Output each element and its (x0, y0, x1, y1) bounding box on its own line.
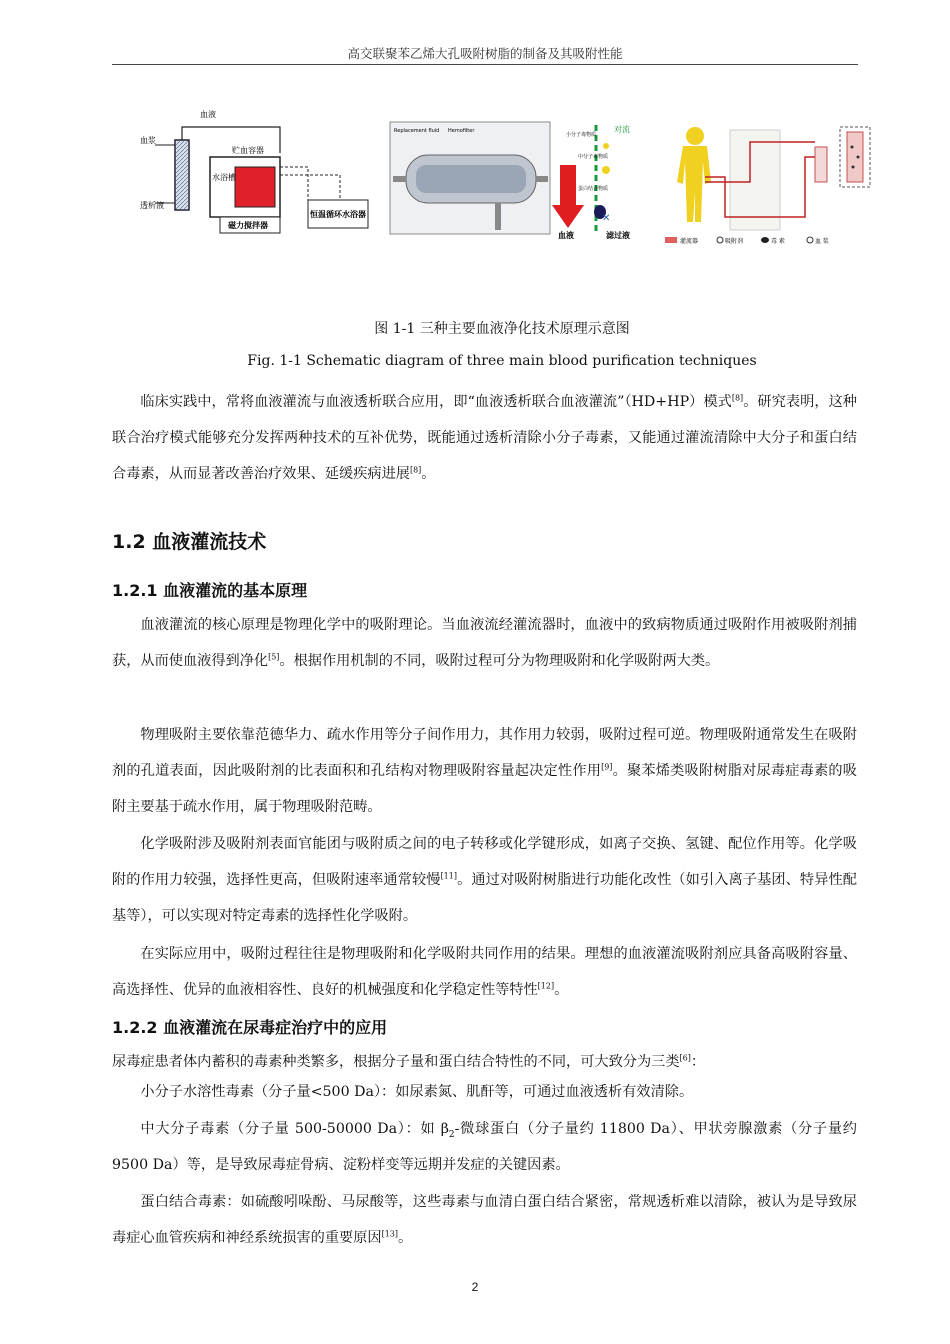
paragraph-chemical-adsorption: 化学吸附涉及吸附剂表面官能团与吸附质之间的电子转移或化学键形成，如离子交换、氢键、配位作用等。化学吸附的作用力较强，选择性更高，但吸附速率通常较慢[11]。通过对吸附树脂进行功能化改性（如引入离子基团、特异性配基等），可以实现对特定毒素的选择性化学吸附。 (112, 836, 857, 924)
figure-caption-en: Fig. 1-1 Schematic diagram of three main blood purification techniques (247, 353, 757, 369)
paragraph-physical-adsorption: 物理吸附主要依靠范德华力、疏水作用等分子间作用力，其作用力较弱，吸附过程可逆。物理吸附通常发生在吸附剂的孔道表面，因此吸附剂的比表面积和孔结构对物理吸附容量起决定性作用[9]。聚苯烯类吸附树脂对尿毒症毒素的吸附主要基于疏水作用，属于物理吸附范畴。 (112, 727, 857, 815)
label-circulator: 恒温循环水浴器 (310, 210, 366, 219)
citation: [6] (679, 1053, 691, 1063)
paragraph-hd-hp: 临床实践中，常将血液灌流与血液透析联合应用，即“血液透析联合血液灌流”（HD+HP）模式[8]。研究表明，这种联合治疗模式能够充分发挥两种技术的互补优势，既能通过透析清除小分子毒素，又能通过灌流清除中大分子和蛋白结合毒素，从而显著改善治疗效果、延缓疾病进展[8]。 (112, 393, 857, 482)
figure-1-1 (130, 100, 850, 300)
legend-perfusion: 灌流器 (680, 238, 699, 245)
perfusion-setup-diagram (140, 105, 370, 235)
label-plasma: 血浆 (140, 136, 156, 145)
patient-perfusion-diagram (665, 122, 875, 252)
citation: [8] (731, 393, 744, 403)
label-filtrate: 滤过液 (606, 231, 630, 240)
citation: [11] (440, 871, 457, 881)
label-dialysate: 透析液 (140, 201, 164, 210)
hemofilter-diagram (388, 120, 648, 245)
svg-text:✕: ✕ (602, 213, 611, 224)
label-stirrer: 磁力搅拌器 (228, 221, 268, 230)
paragraph-middle-molecule: 中大分子毒素（分子量 500-50000 Da）：如 $\beta_2-$微球蛋白（分子量约 11800 Da）、甲状旁腺激素（分子量约 9500 Da）等，是导致尿毒症骨病、淀粉样变等远期并发症的关键因素。 (112, 1121, 857, 1173)
citation: [9] (601, 762, 613, 772)
label-hemofilter: Hemofilter (448, 128, 475, 134)
citation: [13] (381, 1229, 398, 1239)
paragraph-ideal-adsorbent: 在实际应用中，吸附过程往往是物理吸附和化学吸附共同作用的结果。理想的血液灌流吸附剂应具备高吸附容量、高选择性、优异的血液相容性、良好的机械强度和化学稳定性等特性[12]。 (112, 946, 857, 998)
legend-adsorbent: 吸附剂 (725, 238, 744, 245)
label-reservoir: 贮血容器 (232, 146, 264, 155)
label-blood-flow: 血液 (558, 231, 574, 240)
citation: [5] (268, 652, 280, 662)
label-convection: 对流 (614, 125, 630, 134)
running-header (112, 44, 858, 65)
paragraph-small-molecule: 小分子水溶性毒素（分子量<500 Da）：如尿素氮、肌酐等，可通过血液透析有效清除。 (140, 1084, 694, 1100)
paragraph-protein-bound: 蛋白结合毒素：如硫酸吲哚酚、马尿酸等，这些毒素与血清白蛋白结合紧密，常规透析难以清除，被认为是导致尿毒症心血管疾病和神经系统损害的重要原因[13]。 (112, 1194, 857, 1246)
label-small-molecule: 小分子毒物质 (566, 132, 597, 138)
subsection-heading-1-2-1: 1.2.1 血液灌流的基本原理 (112, 581, 308, 600)
label-water-bath: 水浴槽 (212, 173, 236, 182)
section-heading-1-2: 1.2 血液灌流技术 (112, 531, 267, 553)
label-replacement-fluid: Replacement fluid (394, 128, 440, 134)
paragraph-toxin-classes: 尿毒症患者体内蓄积的毒素种类繁多，根据分子量和蛋白结合特性的不同，可大致分为三类[6]： (112, 1053, 706, 1070)
figure-caption-cn: 图 1-1 三种主要血液净化技术原理示意图 (374, 321, 630, 337)
page-number: 2 (471, 1280, 479, 1294)
running-header-title: 高交联聚苯乙烯大孔吸附树脂的制备及其吸附性能 (347, 46, 623, 61)
label-protein-bound: 蛋白结合物质 (578, 186, 609, 192)
label-blood: 血液 (200, 110, 216, 119)
citation: [12] (537, 981, 555, 991)
legend-plasma: 血 浆 (815, 238, 829, 245)
subsection-heading-1-2-2: 1.2.2 血液灌流在尿毒症治疗中的应用 (112, 1018, 388, 1037)
label-middle-molecule: 中分子毒物质 (578, 154, 609, 160)
paragraph-principle: 血液灌流的核心原理是物理化学中的吸附理论。当血液流经灌流器时，血液中的致病物质通过吸附作用被吸附剂捕获，从而使血液得到净化[5]。根据作用机制的不同，吸附过程可分为物理吸附和化学吸附两大类。 (112, 617, 857, 669)
citation: [8] (409, 465, 422, 475)
legend-toxin: 毒 素 (771, 238, 785, 245)
